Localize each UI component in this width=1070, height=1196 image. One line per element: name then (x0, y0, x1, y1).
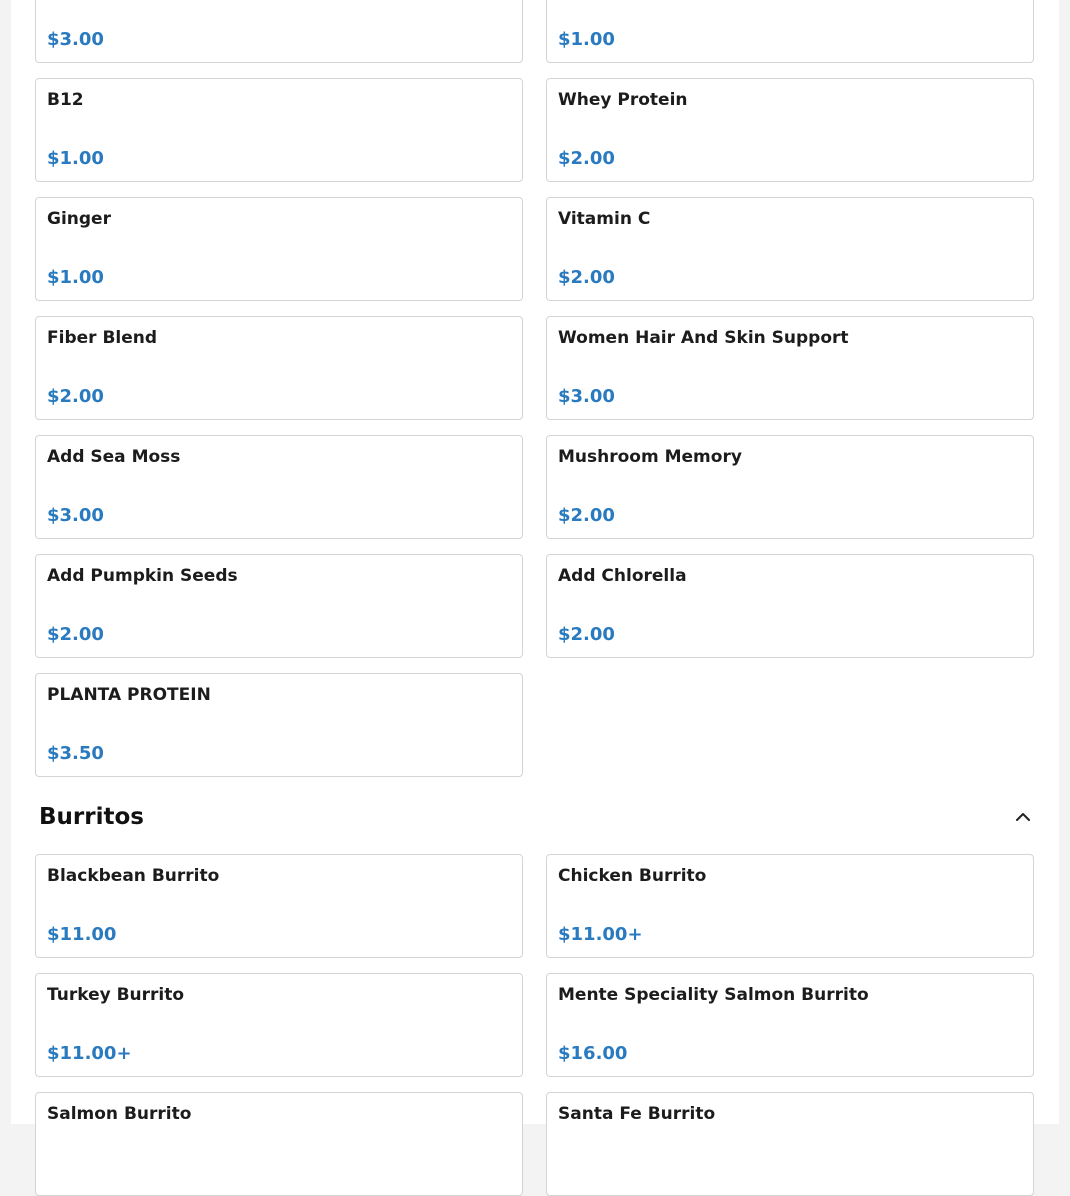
menu-item-card[interactable] (35, 435, 523, 539)
menu-item-card[interactable] (35, 1092, 523, 1196)
item-price: $11.00+ (558, 924, 643, 945)
item-price: $3.50 (47, 743, 104, 764)
menu-item-card[interactable] (546, 1092, 1034, 1196)
item-name: Fiber Blend (47, 328, 158, 348)
menu-item-card[interactable] (35, 78, 523, 182)
item-name: Mente Speciality Salmon Burrito (558, 985, 869, 1005)
item-name: Mushroom Memory (558, 447, 742, 467)
item-price: $1.00 (47, 267, 104, 288)
menu-item-card[interactable] (546, 554, 1034, 658)
item-name: Women Hair And Skin Support (558, 328, 849, 348)
menu-item-card[interactable] (546, 78, 1034, 182)
menu-page (11, 0, 1059, 1124)
menu-item-card[interactable] (546, 973, 1034, 1077)
menu-item-card[interactable] (546, 316, 1034, 420)
item-price: $2.00 (558, 505, 615, 526)
item-name: Chicken Burrito (558, 866, 707, 886)
burritos-section-header[interactable] (39, 804, 1034, 838)
item-name: Add Pumpkin Seeds (47, 566, 238, 586)
item-name: Salmon Burrito (47, 1104, 192, 1124)
item-price: $2.00 (558, 267, 615, 288)
modifier-grid (35, 0, 1034, 777)
item-price: $3.00 (47, 29, 104, 50)
item-price: $11.00+ (47, 1043, 132, 1064)
item-name: Add Sea Moss (47, 447, 181, 467)
menu-item-card[interactable] (35, 673, 523, 777)
menu-item-card[interactable] (35, 554, 523, 658)
item-price: $2.00 (47, 386, 104, 407)
item-name: Whey Protein (558, 90, 688, 110)
menu-item-card[interactable] (546, 197, 1034, 301)
item-name: PLANTA PROTEIN (47, 685, 211, 705)
menu-item-card[interactable] (546, 854, 1034, 958)
item-name: Turkey Burrito (47, 985, 185, 1005)
section-title: Burritos (39, 804, 144, 830)
item-price: $1.00 (47, 148, 104, 169)
menu-item-card[interactable] (35, 197, 523, 301)
item-name: Ginger (47, 209, 111, 229)
item-name: Blackbean Burrito (47, 866, 220, 886)
item-price: $1.00 (558, 29, 615, 50)
item-name: Vitamin C (558, 209, 651, 229)
menu-item-card[interactable] (35, 316, 523, 420)
menu-item-card[interactable] (35, 973, 523, 1077)
item-price: $2.00 (47, 624, 104, 645)
item-price: $2.00 (558, 624, 615, 645)
chevron-up-icon[interactable] (1012, 806, 1034, 828)
item-price: $3.00 (558, 386, 615, 407)
menu-item-card[interactable] (35, 0, 523, 63)
item-name: Santa Fe Burrito (558, 1104, 716, 1124)
item-name: B12 (47, 90, 84, 110)
item-price: $2.00 (558, 148, 615, 169)
menu-item-card[interactable] (35, 854, 523, 958)
item-price: $3.00 (47, 505, 104, 526)
burrito-grid (35, 854, 1034, 1196)
item-name: Add Chlorella (558, 566, 687, 586)
item-price: $11.00 (47, 924, 117, 945)
menu-item-card[interactable] (546, 435, 1034, 539)
item-price: $16.00 (558, 1043, 628, 1064)
menu-item-card[interactable] (546, 0, 1034, 63)
